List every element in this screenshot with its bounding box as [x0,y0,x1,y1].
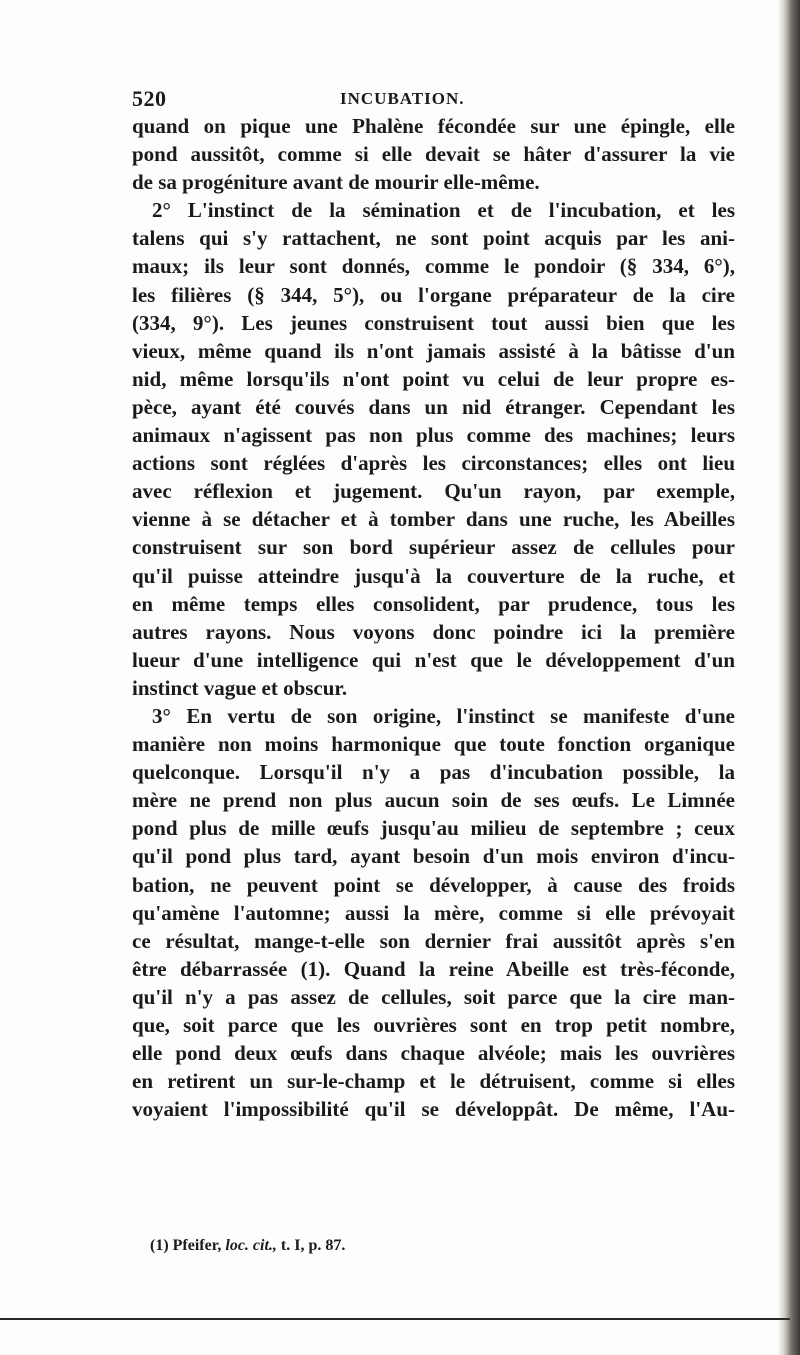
footnote-author: Pfeifer, [172,1237,222,1254]
text-line: quelconque. Lorsqu'il n'y a pas d'incubation possible, la [132,760,735,785]
text-line: autres rayons. Nous voyons donc poindre ici la première [132,619,735,644]
text-line: actions sont réglées d'après les circonstances; elles ont lieu [132,451,735,476]
text-line: pond plus de mille œufs jusqu'au milieu de septembre ; ceux [132,816,735,841]
footnote-marker: (1) [150,1237,169,1254]
text-line: construisent sur son bord supérieur assez de cellules pour [132,535,735,560]
page-edge-shadow [782,0,800,1355]
page-header [132,86,732,110]
text-line: talens qui s'y rattachent, ne sont point acquis par les ani- [132,226,735,251]
text-line: instinct vague et obscur. [132,675,348,700]
text-line: maux; ils leur sont donnés, comme le pondoir (§ 334, 6°), [132,254,735,279]
text-line: quand on pique une Phalène fécondée sur une épingle, elle [132,114,735,138]
text-line: lueur d'une intelligence qui n'est que le développement d'un [132,647,735,672]
text-line: mère ne prend non plus aucun soin de ses œufs. Le Limnée [132,788,735,813]
text-line: (334, 9°). Les jeunes construisent tout aussi bien que les [132,310,735,335]
footnote-abbreviation: loc. cit., [225,1237,277,1254]
bottom-border-line [0,1318,790,1320]
text-line: de sa progéniture avant de mourir elle-même. [132,170,540,195]
text-line: qu'amène l'automne; aussi la mère, comme si elle prévoyait [132,900,735,925]
text-line: voyaient l'impossibilité qu'il se développât. De même, l'Au- [132,1097,735,1122]
text-line: qu'il pond plus tard, ayant besoin d'un mois environ d'incu- [132,844,735,869]
footnote [150,1237,345,1255]
text-line: 2° L'instinct de la sémination et de l'incubation, et les [152,198,735,223]
text-line: manière non moins harmonique que toute fonction organique [132,732,735,757]
running-title: INCUBATION. [340,89,465,108]
text-line: qu'il n'y a pas assez de cellules, soit parce que la cire man- [132,984,735,1009]
text-line: les filières (§ 344, 5°), ou l'organe préparateur de la cire [132,282,735,307]
text-line: vieux, même quand ils n'ont jamais assisté à la bâtisse d'un [132,338,735,363]
text-line: vienne à se détacher et à tomber dans une ruche, les Abeilles [132,507,735,532]
text-line: que, soit parce que les ouvrières sont en trop petit nombre, [132,1013,735,1037]
text-line: avec réflexion et jugement. Qu'un rayon, par exemple, [132,479,735,504]
text-line: être débarrassée (1). Quand la reine Abeille est très-féconde, [132,956,735,981]
body-text [132,112,735,1123]
text-line: ce résultat, mange-t-elle son dernier frai aussitôt après s'en [132,928,735,953]
text-line: 3° En vertu de son origine, l'instinct se manifeste d'une [152,703,735,728]
text-line: qu'il puisse atteindre jusqu'à la couverture de la ruche, et [132,563,735,588]
text-line: animaux n'agissent pas non plus comme des machines; leurs [132,423,735,448]
text-line: elle pond deux œufs dans chaque alvéole; mais les ouvrières [132,1041,735,1066]
text-line: en retirent un sur-le-champ et le détruisent, comme si elles [132,1069,735,1094]
text-line: pèce, ayant été couvés dans un nid étranger. Cependant les [132,394,735,419]
text-line: pond aussitôt, comme si elle devait se hâter d'assurer la vie [132,142,735,167]
text-line: bation, ne peuvent point se développer, à cause des froids [132,872,735,897]
page-number: 520 [132,86,167,111]
footnote-reference: t. I, p. 87. [280,1237,346,1254]
text-line: en même temps elles consolident, par prudence, tous les [132,591,735,616]
text-line: nid, même lorsqu'ils n'ont point vu celui de leur propre es- [132,366,735,391]
